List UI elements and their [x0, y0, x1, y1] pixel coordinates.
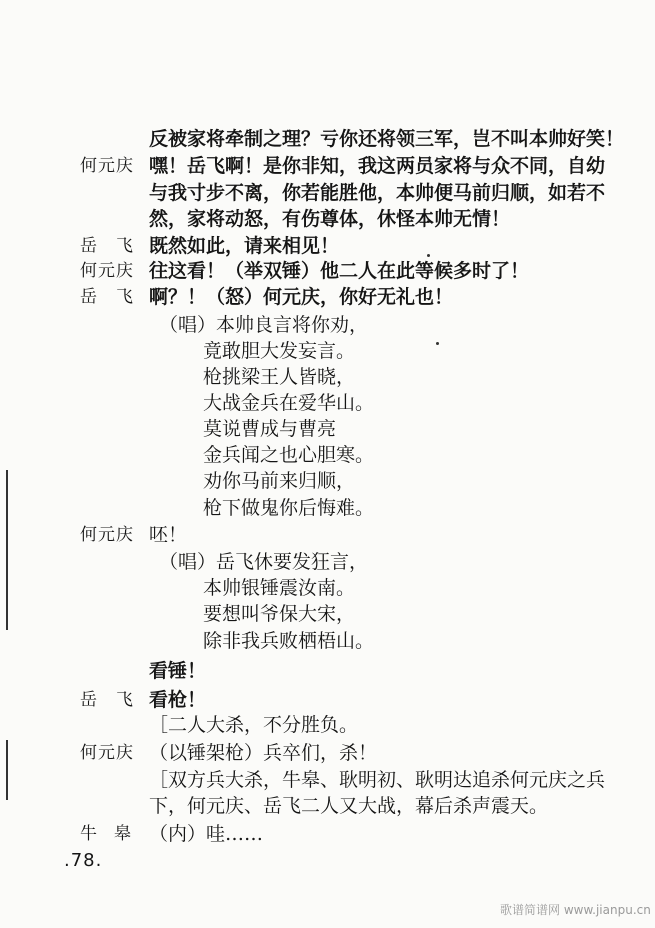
song-line: （唱）本帅良言将你劝，	[159, 314, 369, 336]
dialogue-line: 然，家将动怒，有伤尊体，休怪本帅无情！	[149, 208, 511, 230]
song-line: 除非我兵败栖梧山。	[203, 630, 375, 652]
song-line: 枪下做鬼你后悔难。	[203, 497, 375, 519]
dialogue-line: 反被家将牵制之理？亏你还将领三军，岂不叫本帅好笑！	[149, 128, 625, 150]
stage-direction: 下，何元庆、岳飞二人又大战，幕后杀声震天。	[149, 795, 549, 817]
scan-edge-mark	[6, 740, 8, 800]
song-line: 金兵闻之也心胆寒。	[203, 444, 375, 466]
song-line: 劝你马前来归顺，	[203, 470, 356, 492]
dialogue-line: 与我寸步不离，你若能胜他，本帅便马前归顺，如若不	[149, 182, 606, 204]
stage-direction: ［双方兵大杀，牛皋、耿明初、耿明达追杀何元庆之兵	[149, 769, 606, 791]
dialogue-line: 既然如此，请来相见！	[149, 235, 340, 257]
song-line: 莫说曹成与曹亮	[203, 418, 337, 440]
speaker-name: 岳飞	[80, 236, 152, 256]
dialogue-line: （内）哇……	[149, 823, 264, 845]
dialogue-line: 看锤！	[149, 660, 207, 682]
dialogue-line: 看枪！	[149, 689, 207, 711]
stage-direction: ［二人大杀，不分胜负。	[149, 714, 359, 736]
dialogue-line: 嘿！岳飞啊！是你非知，我这两员家将与众不同，自幼	[149, 155, 606, 177]
song-line: 本帅银锤震汝南。	[203, 577, 356, 599]
scan-speck	[436, 342, 439, 345]
dialogue-line: 呸！	[149, 524, 188, 546]
song-line: 要想叫爷保大宋，	[203, 603, 356, 625]
speaker-name: 何元庆	[80, 743, 134, 763]
speaker-name: 岳飞	[80, 690, 152, 710]
song-line: 竟敢胆大发妄言。	[203, 340, 356, 362]
speaker-name: 何元庆	[80, 156, 134, 176]
speaker-name: 岳飞	[80, 287, 152, 307]
watermark: 歌谱简谱网 www.jianpu.cn	[500, 903, 651, 917]
speaker-name: 何元庆	[80, 261, 134, 281]
scan-speck	[427, 254, 430, 257]
dialogue-line: 往这看！（举双锤）他二人在此等候多时了！	[149, 260, 530, 282]
speaker-name: 何元庆	[80, 525, 134, 545]
song-line: （唱）岳飞休要发狂言，	[159, 551, 369, 573]
page-number: .78.	[64, 850, 103, 871]
song-line: 枪挑梁王人皆晓，	[203, 366, 356, 388]
dialogue-line: 啊？！（怒）何元庆，你好无礼也！	[149, 286, 454, 308]
scan-edge-mark	[6, 470, 8, 630]
dialogue-line: （以锤架枪）兵卒们，杀！	[149, 742, 378, 764]
speaker-name: 牛皋	[80, 824, 148, 844]
song-line: 大战金兵在爱华山。	[203, 392, 375, 414]
